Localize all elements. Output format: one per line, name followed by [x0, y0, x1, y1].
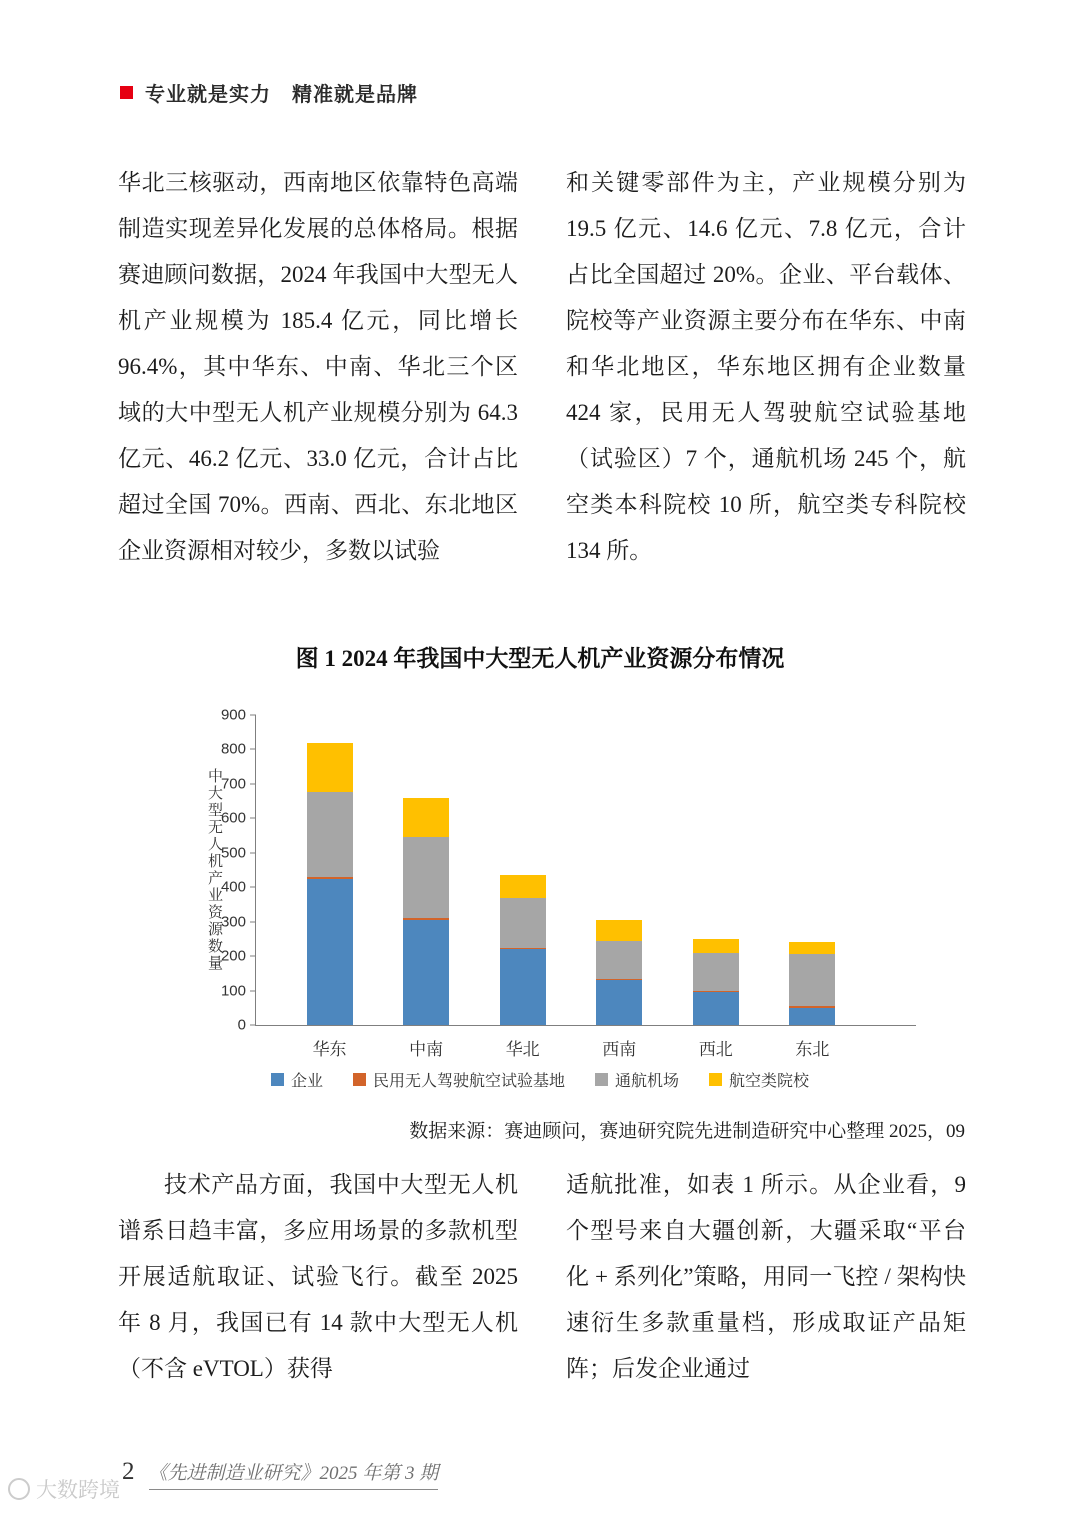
bar-segment-通航机场 [693, 953, 739, 991]
legend-item [709, 1068, 809, 1091]
y-tick-mark [250, 749, 256, 750]
bar-segment-通航机场 [596, 941, 642, 979]
y-tick-label: 0 [237, 1016, 246, 1034]
y-tick-mark [250, 921, 256, 922]
x-category-label: 华东 [312, 1040, 347, 1059]
legend-label: 企业 [290, 1073, 323, 1090]
watermark [8, 1474, 120, 1504]
paragraph-left-1: 华北三核驱动，西南地区依靠特色高端制造实现差异化发展的总体格局。根据赛迪顾问数据，2024 年我国中大型无人机产业规模为 185.4 亿元，同比增长 96.4%，其中华东、中南、华北三个区域的大中型无人机产业规模分别为 64.3 亿元、46.2 亿元、33.0 亿元，合计占比超过全国 70%。西南、西北、东北地区企业资源相对较少，多数以试验 [118, 170, 518, 563]
bar-segment-航空类院校 [789, 942, 835, 954]
legend-label: 民用无人驾驶航空试验基地 [372, 1073, 565, 1090]
page-number: 2 [122, 1458, 135, 1485]
y-tick-label: 500 [220, 844, 246, 862]
paragraph-left-2: 技术产品方面，我国中大型无人机谱系日趋丰富，多应用场景的多款机型开展适航取证、试验飞行。截至 2025 年 8 月，我国已有 14 款中大型无人机（不含 eVTOL）获得 [118, 1172, 518, 1381]
body-text-block-2 [118, 1162, 966, 1392]
bar-segment-企业 [307, 879, 353, 1025]
y-tick-mark [250, 956, 256, 957]
legend-swatch-icon [353, 1073, 366, 1086]
legend-swatch-icon [709, 1073, 722, 1086]
chart-bars [256, 715, 886, 1059]
body-text-block-1 [118, 160, 966, 574]
bar-segment-航空类院校 [307, 743, 353, 793]
bar-segment-航空类院校 [403, 798, 449, 838]
y-tick-mark [250, 715, 256, 716]
bar-segment-通航机场 [403, 837, 449, 918]
chart-legend [0, 1068, 1080, 1091]
y-tick-label: 600 [220, 809, 246, 827]
page-footer [122, 1458, 438, 1490]
journal-title: 《先进制造业研究》2025 年第 3 期 [149, 1458, 439, 1490]
legend-item [271, 1068, 323, 1091]
stacked-bar-chart [190, 700, 960, 1060]
y-tick-mark [250, 783, 256, 784]
y-tick-mark [250, 852, 256, 853]
y-axis-title: 中大型无人机产业资源数量 [206, 768, 223, 972]
bar-segment-企业 [596, 980, 642, 1025]
legend-label: 通航机场 [615, 1073, 680, 1090]
bar-segment-企业 [500, 949, 546, 1025]
bar-segment-企业 [789, 1008, 835, 1025]
legend-swatch-icon [595, 1073, 608, 1086]
page-header [120, 78, 418, 107]
x-category-label: 西北 [698, 1040, 733, 1059]
x-category-label: 西南 [602, 1040, 637, 1059]
legend-item [595, 1068, 679, 1091]
paragraph-right-1: 和关键零部件为主，产业规模分别为 19.5 亿元、14.6 亿元、7.8 亿元，合计占比全国超过 20%。企业、平台载体、院校等产业资源主要分布在华东、中南和华北地区，华东地区拥有企业数量 424 家，民用无人驾驶航空试验基地（试验区）7 个，通航机场 245 个，航空类本科院校 10 所，航空类专科院校 134 所。 [566, 170, 966, 563]
bar-segment-通航机场 [500, 898, 546, 948]
y-tick-label: 800 [220, 740, 246, 758]
y-tick-label: 900 [220, 706, 246, 724]
bar-segment-航空类院校 [693, 939, 739, 953]
figure-title: 图 1 2024 年我国中大型无人机产业资源分布情况 [295, 646, 785, 671]
y-tick-label: 700 [220, 775, 246, 793]
bar-segment-航空类院校 [500, 875, 546, 897]
x-category-label: 东北 [795, 1040, 830, 1059]
bar-华北 [500, 875, 546, 1059]
y-tick-mark [250, 990, 256, 991]
watermark-logo-icon [8, 1478, 30, 1500]
bar-东北 [789, 942, 835, 1059]
y-tick-label: 300 [220, 913, 246, 931]
paragraph-right-2: 适航批准，如表 1 所示。从企业看，9 个型号来自大疆创新，大疆采取“平台化 + 系列化”策略，用同一飞控 / 架构快速衍生多款重量档，形成取证产品矩阵；后发企业通过 [566, 1172, 966, 1381]
y-tick-mark [250, 887, 256, 888]
y-tick-mark [250, 1025, 256, 1026]
watermark-text: 大数跨境 [36, 1479, 120, 1502]
y-tick-mark [250, 818, 256, 819]
bar-segment-企业 [693, 992, 739, 1025]
bar-segment-航空类院校 [596, 920, 642, 941]
legend-label: 航空类院校 [729, 1073, 810, 1090]
bar-华东 [307, 743, 353, 1059]
y-tick-label: 100 [220, 982, 246, 1000]
x-category-label: 华北 [505, 1040, 540, 1059]
bar-西南 [596, 920, 642, 1059]
y-tick-label: 400 [220, 878, 246, 896]
legend-item [353, 1068, 565, 1091]
bar-中南 [403, 798, 449, 1059]
chart-plot-area [220, 706, 916, 1059]
header-tagline: 专业就是实力 精准就是品牌 [145, 84, 418, 106]
bar-segment-企业 [403, 920, 449, 1025]
figure-source-note: 数据来源：赛迪顾问，赛迪研究院先进制造研究中心整理 2025，09 [409, 1121, 965, 1142]
y-tick-label: 200 [220, 947, 246, 965]
legend-swatch-icon [271, 1073, 284, 1086]
bar-西北 [693, 939, 739, 1059]
bar-segment-通航机场 [789, 954, 835, 1006]
x-category-label: 中南 [409, 1040, 444, 1059]
red-square-marker-icon [120, 86, 133, 99]
bar-segment-通航机场 [307, 792, 353, 876]
